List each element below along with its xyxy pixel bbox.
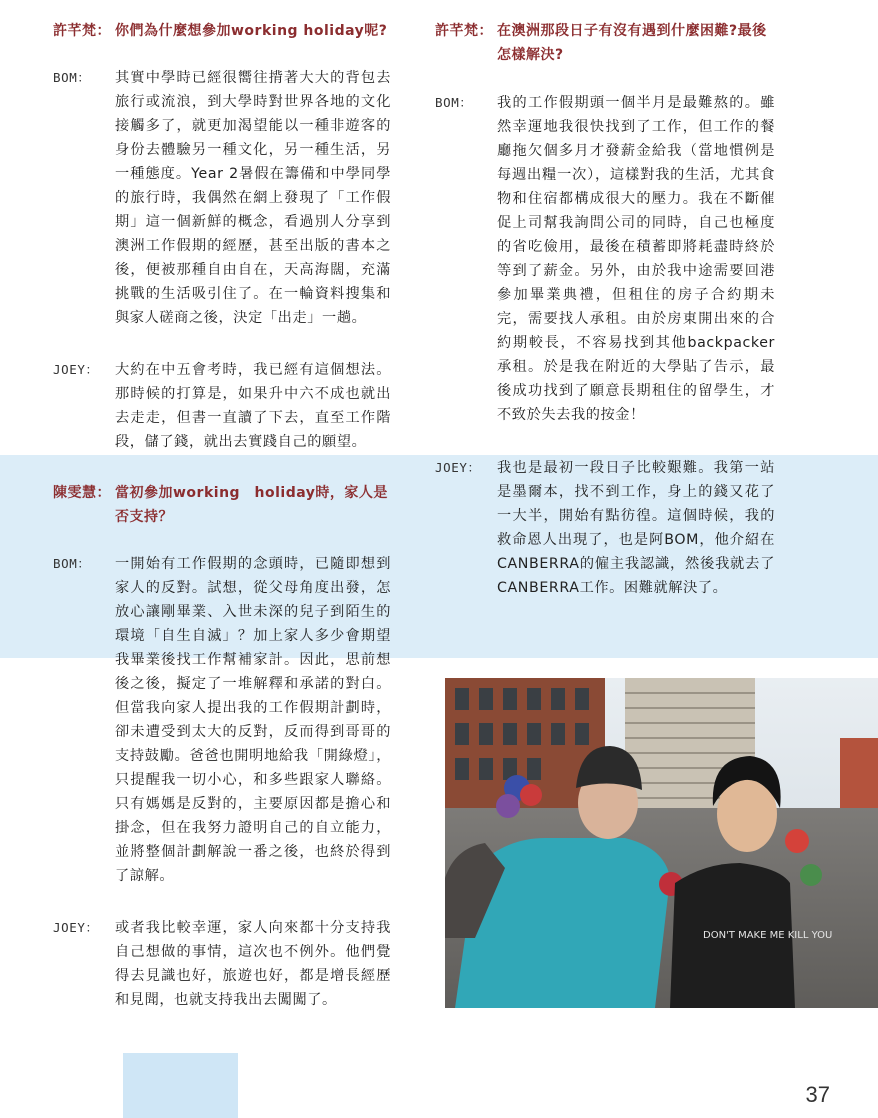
answer-joey-1 xyxy=(53,358,391,458)
question-3 xyxy=(435,19,780,69)
speaker-label: JOEY： xyxy=(435,460,481,475)
speaker-label: BOM： xyxy=(53,556,91,571)
speaker-label: JOEY： xyxy=(53,920,99,935)
answer-text: 大約在中五會考時，我已經有這個想法。那時候的打算是，如果升中六不成也就出去走走，但書一直讀了下去，直至工作階段，儲了錢，就出去實踐自己的願望。 xyxy=(115,362,391,450)
question-asker: 陳雯慧： xyxy=(53,485,111,501)
answer-text: 一開始有工作假期的念頭時，已隨即想到家人的反對。試想，從父母角度出發，怎放心讓剛畢業、入世未深的兒子到陌生的環境「自生自滅」？加上家人多少會期望我畢業後找工作幫補家計。因此，思前想後之後，擬定了一堆解釋和承諾的對白。但當我向家人提出我的工作假期計劃時，卻未遭受到太大的反對，反而得到哥哥的支持鼓勵。爸爸也開明地給我「開綠燈」，只提醒我一切小心，和多些跟家人聯絡。只有媽媽是反對的，主要原因都是擔心和掛念，但在我努力證明自己的自立能力，並將整個計劃解說一番之後，也終於得到了諒解。 xyxy=(115,556,391,884)
answer-text: 或者我比較幸運，家人向來都十分支持我自己想做的事情，這次也不例外。他們覺得去見識也好，旅遊也好，都是增長經歷和見聞，也就支持我出去闖闖了。 xyxy=(115,920,391,1008)
answer-bom-3 xyxy=(435,91,775,436)
answer-bom-2 xyxy=(53,552,391,897)
speaker-label: BOM： xyxy=(53,70,91,85)
speaker-label: BOM： xyxy=(435,95,473,110)
answer-joey-2 xyxy=(53,916,391,1016)
page-number: 37 xyxy=(805,1082,830,1107)
answer-text: 我的工作假期頭一個半月是最難熬的。雖然幸運地我很快找到了工作，但工作的餐廳拖欠個多月才發薪金給我（當地慣例是每週出糧一次），這樣對我的生活，尤其食物和住宿都構成很大的壓力。我在不斷催促上司幫我詢問公司的同時，自己也極度的省吃儉用，最後在積蓄即將耗盡時終於等到了薪金。另外，由於我中途需要回港參加畢業典禮，但租住的房子合約期未完，需要找人承租。由於房東開出來的合約期較長，不容易找到其他backpacker承租。於是我在附近的大學貼了告示，最後成功找到了願意長期租住的留學生，才不致於失去我的按金！ xyxy=(497,95,775,423)
answer-bom-1 xyxy=(53,66,391,336)
corner-color-block xyxy=(123,1053,238,1118)
photo-two-travelers xyxy=(445,678,878,1008)
speaker-label: JOEY： xyxy=(53,362,99,377)
question-text: 你們為什麼想參加working holiday呢? xyxy=(115,23,388,39)
question-2 xyxy=(53,481,393,531)
shirt-text: DON'T MAKE ME KILL YOU xyxy=(703,930,833,941)
question-text: 在澳洲那段日子有沒有遇到什麼困難?最後怎樣解決? xyxy=(497,23,767,63)
answer-text: 其實中學時已經很嚮往揹著大大的背包去旅行或流浪，到大學時對世界各地的文化接觸多了，就更加渴望能以一種非遊客的身份去體驗另一種文化，另一種生活，另一種態度。Year 2暑假在籌備和中學同學的旅行時，我偶然在網上發現了「工作假期」這一個新鮮的概念，看過別人分享到澳洲工作假期的經歷，甚至出版的書本之後，便被那種自由自在，天高海闊，充滿挑戰的生活吸引住了。在一輪資料搜集和與家人磋商之後，決定「出走」一趟。 xyxy=(115,70,391,326)
question-1 xyxy=(53,19,413,45)
question-text: 當初參加working holiday時，家人是否支持？ xyxy=(115,485,388,525)
answer-text: 我也是最初一段日子比較艱難。我第一站是墨爾本，找不到工作，身上的錢又花了一大半，開始有點彷徨。這個時候，我的救命恩人出現了，也是阿BOM，他介紹在CANBERRA的僱主我認識，然後我就去了CANBERRA工作。困難就解決了。 xyxy=(497,460,775,596)
question-asker: 許芊梵： xyxy=(53,23,111,39)
question-asker: 許芊梵： xyxy=(435,23,493,39)
answer-joey-3 xyxy=(435,456,775,606)
